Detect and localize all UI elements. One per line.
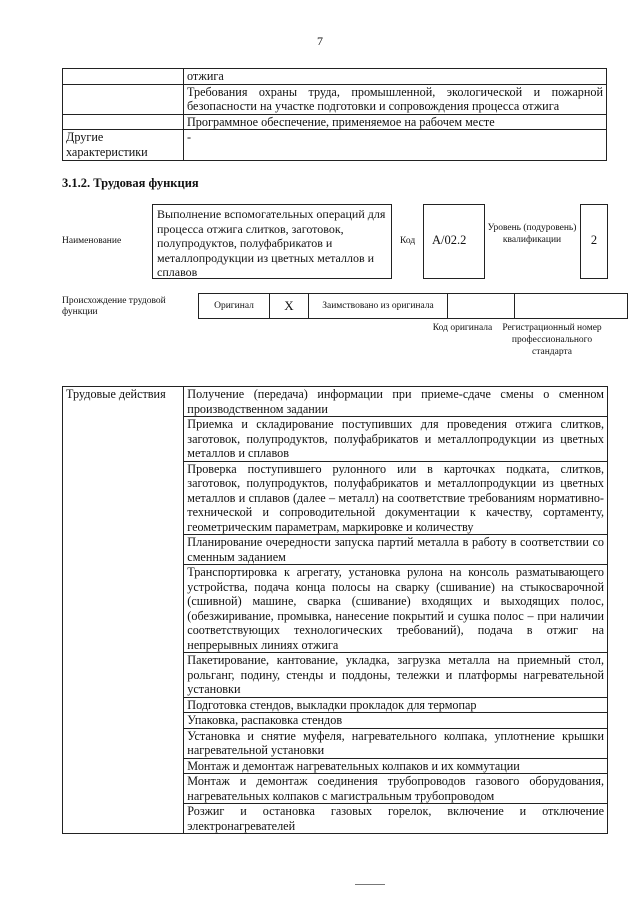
- qualification-level: 2: [580, 204, 608, 279]
- labor-actions-table: [62, 386, 608, 834]
- action-item: Пакетирование, кантование, укладка, загрузка металла на приемный стол, рольганг, подину, стенды и поддоны, тележки и платформы нагревательной установки: [184, 653, 608, 698]
- action-item: Транспортировка к агрегату, установка рулона на консоль разматывающего устройства, подача конца полосы на сварку (сшивание) на стыкосварочной (сшивной) машине, сварка (сшивание) входящих и выходящих полос, (обезжиривание, промывка, нанесение покрытий и сушка полос – при наличии соответствующих технологических требований), подача в отжиг на непрерывных линиях отжига: [184, 565, 608, 653]
- table-cell: [63, 69, 184, 85]
- action-item: Проверка поступившего рулонного или в карточках подката, слитков, заготовок, полупродуктов, полуфабрикатов и металлопродукции из цветных металлов и сплавов (далее – металл) на соответствие требованиям нормативно-технической и сопроводительной документации к качеству, сортаменту, геометрическим параметрам, маркировке и количеству: [184, 461, 608, 535]
- origin-label: Происхождение трудовой функции: [62, 296, 166, 317]
- table-row: [63, 387, 608, 417]
- action-item: Подготовка стендов, выкладки прокладок для термопар: [184, 697, 608, 713]
- name-label: Наименование: [62, 236, 122, 246]
- table-cell: -: [184, 130, 607, 160]
- code-label: Код: [400, 236, 416, 246]
- function-code: A/02.2: [423, 204, 485, 279]
- table-cell: [63, 114, 184, 130]
- action-item: Монтаж и демонтаж нагревательных колпаков и их коммутации: [184, 758, 608, 774]
- table-row: [63, 130, 607, 160]
- action-item: Монтаж и демонтаж соединения трубопроводов газового оборудования, нагревательных колпаков с магистральным трубопроводом: [184, 774, 608, 804]
- reg-number-cell: [515, 294, 628, 319]
- original-label: Оригинал: [199, 294, 270, 319]
- actions-label: Трудовые действия: [63, 387, 184, 834]
- table-row: [63, 69, 607, 85]
- action-item: Установка и снятие муфеля, нагревательного колпака, уплотнение крышки нагревательной установки: [184, 728, 608, 758]
- level-label: Уровень (подуровень) квалификации: [487, 223, 577, 245]
- top-table: [62, 68, 607, 161]
- page-number: 7: [317, 34, 323, 48]
- action-item: Приемка и складирование поступивших для проведения отжига слитков, заготовок, полупродуктов, полуфабрикатов и металлопродукции из цветных металлов и сплавов: [184, 417, 608, 462]
- table-row: [199, 294, 628, 319]
- table-cell: Программное обеспечение, применяемое на рабочем месте: [184, 114, 607, 130]
- action-item: Упаковка, распаковка стендов: [184, 713, 608, 729]
- borrowed-label: Заимствовано из оригинала: [309, 294, 448, 319]
- reg-number-label: Регистрационный номер профессионального стандарта: [502, 323, 602, 357]
- code-original-cell: [448, 294, 515, 319]
- table-row: [63, 84, 607, 114]
- table-cell: Требования охраны труда, промышленной, экологической и пожарной безопасности на участке подготовки и сопровождения процесса отжига: [184, 84, 607, 114]
- origin-table: [198, 293, 628, 319]
- original-mark: X: [270, 294, 309, 319]
- section-title: 3.1.2. Трудовая функция: [62, 176, 199, 190]
- function-name: Выполнение вспомогательных операций для процесса отжига слитков, заготовок, полупродуктов, полуфабрикатов и металлопродукции из цветных металлов и сплавов: [152, 204, 392, 279]
- table-cell: Другие характеристики: [63, 130, 184, 160]
- table-cell: отжига: [184, 69, 607, 85]
- divider: [355, 884, 385, 885]
- action-item: Розжиг и остановка газовых горелок, включение и отключение электронагревателей: [184, 804, 608, 834]
- table-row: [63, 114, 607, 130]
- action-item: Получение (передача) информации при приеме-сдаче смены о сменном производственном задании: [184, 387, 608, 417]
- action-item: Планирование очередности запуска партий металла в работу в соответствии со сменным заданием: [184, 535, 608, 565]
- code-original-label: Код оригинала: [432, 323, 493, 333]
- table-cell: [63, 84, 184, 114]
